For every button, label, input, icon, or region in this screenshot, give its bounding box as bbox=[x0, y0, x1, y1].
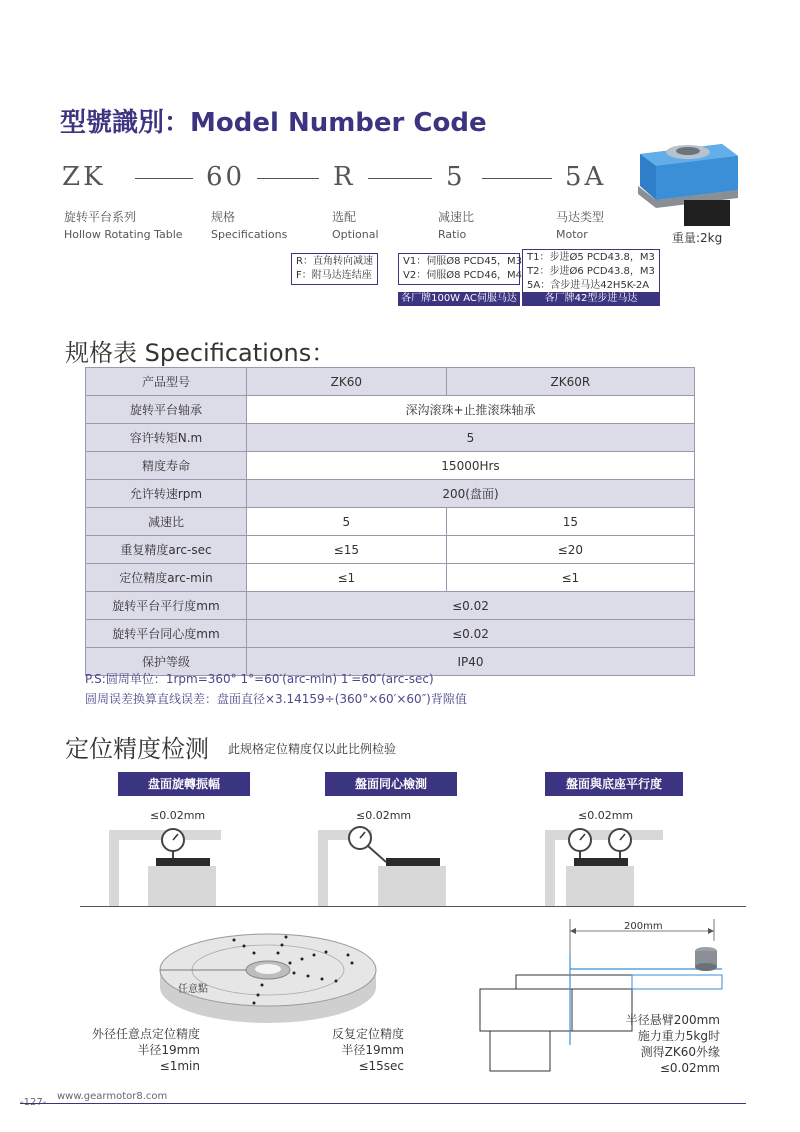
motor-text: 5A：含步进马达42H5K-2A bbox=[527, 280, 650, 291]
code-divider bbox=[368, 178, 432, 179]
gauge-stand bbox=[318, 830, 328, 906]
detect-value: ≤0.02mm bbox=[150, 809, 206, 822]
row-name: 重复精度arc-sec bbox=[86, 536, 247, 564]
caption-line: 施力重力5kg时 bbox=[637, 1029, 720, 1043]
row-value: ≤15 bbox=[247, 536, 447, 564]
table-row bbox=[86, 564, 695, 592]
caption-line: ≤1min bbox=[159, 1059, 200, 1073]
section-divider bbox=[80, 906, 746, 907]
gauge-stand bbox=[545, 830, 555, 906]
row-name: 旋转平台平行度mm bbox=[86, 592, 247, 620]
code-divider bbox=[135, 178, 193, 179]
table-row bbox=[86, 620, 695, 648]
disk-illustration bbox=[158, 915, 378, 1025]
left-caption bbox=[60, 1026, 200, 1074]
row-value: ≤1 bbox=[247, 564, 447, 592]
caption-line: ≤0.02mm bbox=[659, 1061, 720, 1075]
row-value: ≤0.02 bbox=[247, 592, 695, 620]
table-header-cell: ZK60 bbox=[247, 368, 447, 396]
caption-line: ≤15sec bbox=[358, 1059, 404, 1073]
table-row bbox=[86, 480, 695, 508]
label-cn: 旋转平台系列 bbox=[64, 210, 137, 224]
motor-text: T1：步进Ø5 PCD43.8，M3 bbox=[527, 252, 655, 263]
right-caption bbox=[600, 1012, 720, 1076]
detect-subheading: 此规格定位精度仅以此比例检验 bbox=[228, 742, 397, 756]
table-header-cell: 产品型号 bbox=[86, 368, 247, 396]
row-value: 15000Hrs bbox=[247, 452, 695, 480]
option-text: R：直角转向减速 bbox=[296, 256, 373, 267]
row-value: ≤0.02 bbox=[247, 620, 695, 648]
row-value: 15 bbox=[446, 508, 694, 536]
label-cn: 规格 bbox=[211, 210, 236, 224]
row-value: 5 bbox=[247, 424, 695, 452]
code-part-spec: 60 bbox=[206, 162, 246, 192]
ratio-text: V2：伺服Ø8 PCD46，M4 bbox=[403, 270, 523, 281]
row-name: 旋转平台同心度mm bbox=[86, 620, 247, 648]
ratio-text: V1：伺服Ø8 PCD45，M3 bbox=[403, 256, 523, 267]
label-cn: 选配 bbox=[332, 210, 357, 224]
option-box bbox=[291, 253, 378, 285]
label-en: Hollow Rotating Table bbox=[64, 228, 183, 241]
row-name: 保护等级 bbox=[86, 648, 247, 676]
code-label-option bbox=[332, 209, 379, 243]
spec-note: P.S:圆周单位：1rpm=360° 1°=60′(arc-min) 1′=60″(arc-sec) bbox=[85, 672, 434, 686]
footer-rule bbox=[20, 1103, 746, 1104]
row-name: 精度寿命 bbox=[86, 452, 247, 480]
test-base bbox=[148, 866, 216, 906]
weight-label: 重量:2kg bbox=[672, 231, 723, 245]
badge-concentric: 盤面同心檢測 bbox=[325, 772, 457, 796]
caption-line: 半径19mm bbox=[137, 1043, 200, 1057]
caption-line: 半径19mm bbox=[341, 1043, 404, 1057]
gauge-arm bbox=[545, 830, 663, 840]
gauge-stand bbox=[109, 830, 119, 906]
table-row bbox=[86, 396, 695, 424]
arm-length: 200mm bbox=[624, 921, 663, 932]
label-cn: 减速比 bbox=[438, 210, 475, 224]
label-en: Specifications bbox=[211, 228, 288, 241]
row-name: 旋转平台轴承 bbox=[86, 396, 247, 424]
dial-gauge-icon bbox=[158, 826, 188, 858]
ratio-bar: 各厂牌100W AC伺服马达 bbox=[398, 292, 520, 306]
dial-gauge-icon bbox=[346, 824, 390, 864]
code-label-series bbox=[64, 209, 183, 243]
dial-gauge-icon bbox=[565, 826, 595, 858]
detect-heading: 定位精度检测 bbox=[65, 735, 209, 763]
label-en: Motor bbox=[556, 228, 588, 241]
table-row bbox=[86, 592, 695, 620]
test-plate bbox=[386, 858, 440, 866]
page-title: 型號識別：Model Number Code bbox=[60, 108, 487, 138]
row-name: 容许转矩N.m bbox=[86, 424, 247, 452]
code-label-ratio bbox=[438, 209, 474, 243]
row-name: 定位精度arc-min bbox=[86, 564, 247, 592]
code-divider bbox=[482, 178, 552, 179]
product-image bbox=[634, 128, 746, 228]
option-text: F：附马达连结座 bbox=[296, 270, 372, 281]
motor-bar: 各厂牌42型步进马达 bbox=[522, 292, 660, 306]
spec-note: 圆周误差换算直线误差：盘面直径×3.14159÷(360°×60′×60″)背隙值 bbox=[85, 692, 467, 706]
row-value: 200(盘面) bbox=[247, 480, 695, 508]
dial-gauge-icon bbox=[605, 826, 635, 858]
motor-box bbox=[522, 249, 660, 295]
code-label-spec bbox=[211, 209, 287, 243]
badge-runout: 盘面旋轉振幅 bbox=[118, 772, 250, 796]
caption-line: 反复定位精度 bbox=[331, 1027, 404, 1041]
caption-line: 外径任意点定位精度 bbox=[91, 1027, 200, 1041]
mid-caption bbox=[300, 1026, 404, 1074]
table-header-cell: ZK60R bbox=[446, 368, 694, 396]
spec-heading: 规格表 Specifications： bbox=[65, 339, 336, 367]
detect-value: ≤0.02mm bbox=[578, 809, 634, 822]
row-value: 深沟滚珠+止推滚珠轴承 bbox=[247, 396, 695, 424]
code-part-ratio: 5 bbox=[446, 162, 466, 192]
caption-line: 测得ZK60外缘 bbox=[640, 1045, 720, 1059]
label-cn: 马达类型 bbox=[556, 210, 605, 224]
code-label-motor bbox=[556, 209, 604, 243]
row-value: IP40 bbox=[247, 648, 695, 676]
row-value: ≤1 bbox=[446, 564, 694, 592]
row-name: 减速比 bbox=[86, 508, 247, 536]
disk-label: 任意點 bbox=[178, 984, 208, 995]
test-plate bbox=[156, 858, 210, 866]
test-base bbox=[566, 866, 634, 906]
code-divider bbox=[257, 178, 319, 179]
label-en: Ratio bbox=[438, 228, 467, 241]
table-header-row bbox=[86, 368, 695, 396]
footer-url[interactable]: www.gearmotor8.com bbox=[57, 1091, 168, 1102]
motor-text: T2：步进Ø6 PCD43.8，M3 bbox=[527, 266, 655, 277]
code-part-series: ZK bbox=[62, 162, 106, 192]
table-row bbox=[86, 536, 695, 564]
row-name: 允许转速rpm bbox=[86, 480, 247, 508]
table-row bbox=[86, 452, 695, 480]
table-row bbox=[86, 508, 695, 536]
test-plate bbox=[574, 858, 628, 866]
detect-value: ≤0.02mm bbox=[356, 809, 412, 822]
table-row bbox=[86, 424, 695, 452]
code-part-motor: 5A bbox=[565, 162, 607, 192]
row-value: ≤20 bbox=[446, 536, 694, 564]
badge-parallel: 盤面與底座平行度 bbox=[545, 772, 683, 796]
row-value: 5 bbox=[247, 508, 447, 536]
ratio-box bbox=[398, 253, 523, 285]
spec-table bbox=[85, 367, 695, 676]
caption-line: 半径悬臂200mm bbox=[625, 1013, 720, 1027]
code-part-option: R bbox=[333, 162, 356, 192]
test-base bbox=[378, 866, 446, 906]
label-en: Optional bbox=[332, 228, 379, 241]
